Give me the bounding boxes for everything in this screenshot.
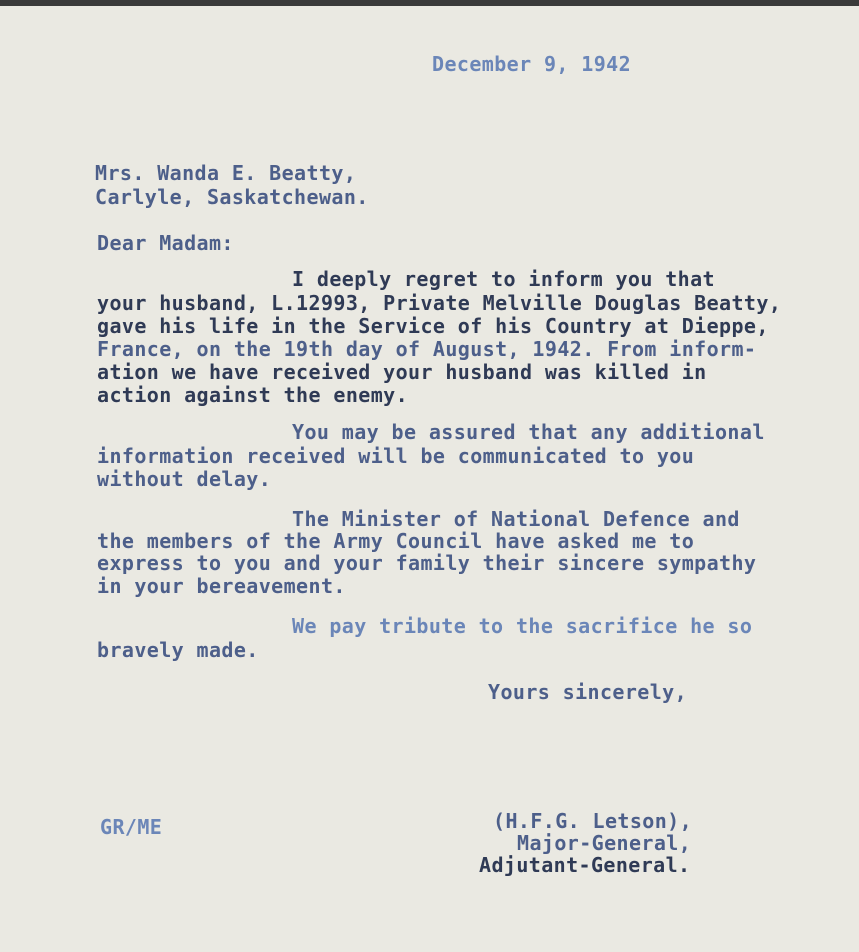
paragraph-1-line-3: gave his life in the Service of his Country at Dieppe, (97, 314, 769, 338)
paragraph-2-line-1: You may be assured that any additional (292, 420, 765, 444)
paragraph-1-line-1: I deeply regret to inform you that (292, 267, 715, 291)
paragraph-3-line-1: The Minister of National Defence and (292, 507, 740, 531)
signature-title: Adjutant-General. (479, 853, 691, 877)
paragraph-3-line-3: express to you and your family their sincere sympathy (97, 551, 757, 575)
paragraph-1-line-4: France, on the 19th day of August, 1942. From inform- (97, 337, 757, 361)
letter-date: December 9, 1942 (432, 52, 632, 76)
salutation: Dear Madam: (97, 231, 234, 255)
addressee-location: Carlyle, Saskatchewan. (95, 185, 369, 209)
paragraph-1-line-6: action against the enemy. (97, 383, 409, 407)
paragraph-3-line-4: in your bereavement. (97, 574, 346, 598)
paragraph-2-line-2: information received will be communicated to you (97, 444, 695, 468)
paragraph-2-line-3: without delay. (97, 467, 272, 491)
addressee-name: Mrs. Wanda E. Beatty, (95, 161, 357, 185)
signature-name: (H.F.G. Letson), (493, 809, 693, 833)
paragraph-1-line-5: ation we have received your husband was killed in (97, 360, 707, 384)
paragraph-1-line-2: your husband, L.12993, Private Melville Douglas Beatty, (97, 291, 782, 315)
paragraph-4-line-2: bravely made. (97, 638, 259, 662)
paragraph-4-line-1: We pay tribute to the sacrifice he so (292, 614, 753, 638)
signature-rank: Major-General, (517, 831, 692, 855)
paragraph-3-line-2: the members of the Army Council have asked me to (97, 529, 695, 553)
reference-initials: GR/ME (100, 815, 163, 839)
closing: Yours sincerely, (488, 680, 688, 704)
